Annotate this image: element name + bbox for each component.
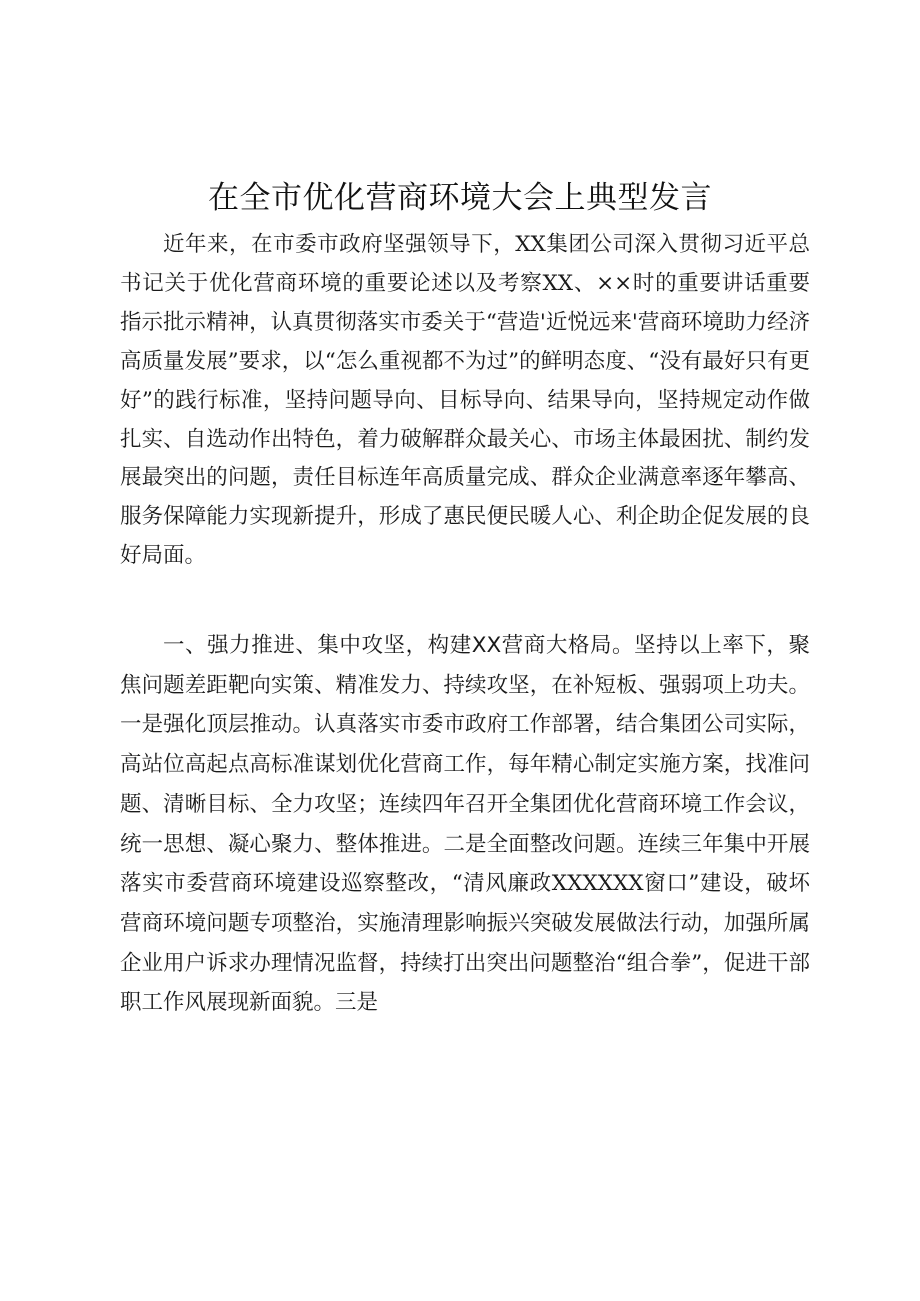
document-title: 在全市优化营商环境大会上典型发言 bbox=[208, 180, 712, 216]
section-one-body: 坚持以上率下，聚焦问题差距靶向实策、精准发力、持续攻坚，在补短板、强弱项上功夫。一是强化顶层推动。认真落实市委市政府工作部署，结合集团公司实际，高站位高起点高标准谋划优化营商工作，每年精心制定实施方案，找准问题、清晰目标、全力攻坚；连续四年召开全集团优化营商环境工作会议，统一思想、凝心聚力、整体推进。二是全面整改问题。连续三年集中开展落实市委营商环境建设巡察整改，“清风廉政XXXXXX窗口”建设，破坏营商环境问题专项整治，实施清理影响振兴突破发展做法行动，加强所属企业用户诉求办理情况监督，持续打出突出问题整治“组合拳”，促进干部职工作风展现新面貌。三是 bbox=[120, 633, 810, 1016]
section-one-heading: 一、强力推进、集中攻坚，构建XX营商大格局。 bbox=[163, 633, 635, 658]
intro-paragraph: 近年来，在市委市政府坚强领导下，XX集团公司深入贯彻习近平总书记关于优化营商环境的重要论述以及考察XX、××时的重要讲话重要指示批示精神，认真贯彻落实市委关于“营造'近悦远来'营商环境助力经济高质量发展”要求，以“怎么重视都不为过”的鲜明态度、“没有最好只有更好”的践行标准，坚持问题导向、目标导向、结果导向，坚持规定动作做扎实、自选动作出特色，着力破解群众最关心、市场主体最困扰、制约发展最突出的问题，责任目标连年高质量完成、群众企业满意率逐年攀高、服务保障能力实现新提升，形成了惠民便民暖人心、利企助企促发展的良好局面。 bbox=[120, 232, 810, 569]
section-one-paragraph bbox=[120, 626, 810, 1023]
